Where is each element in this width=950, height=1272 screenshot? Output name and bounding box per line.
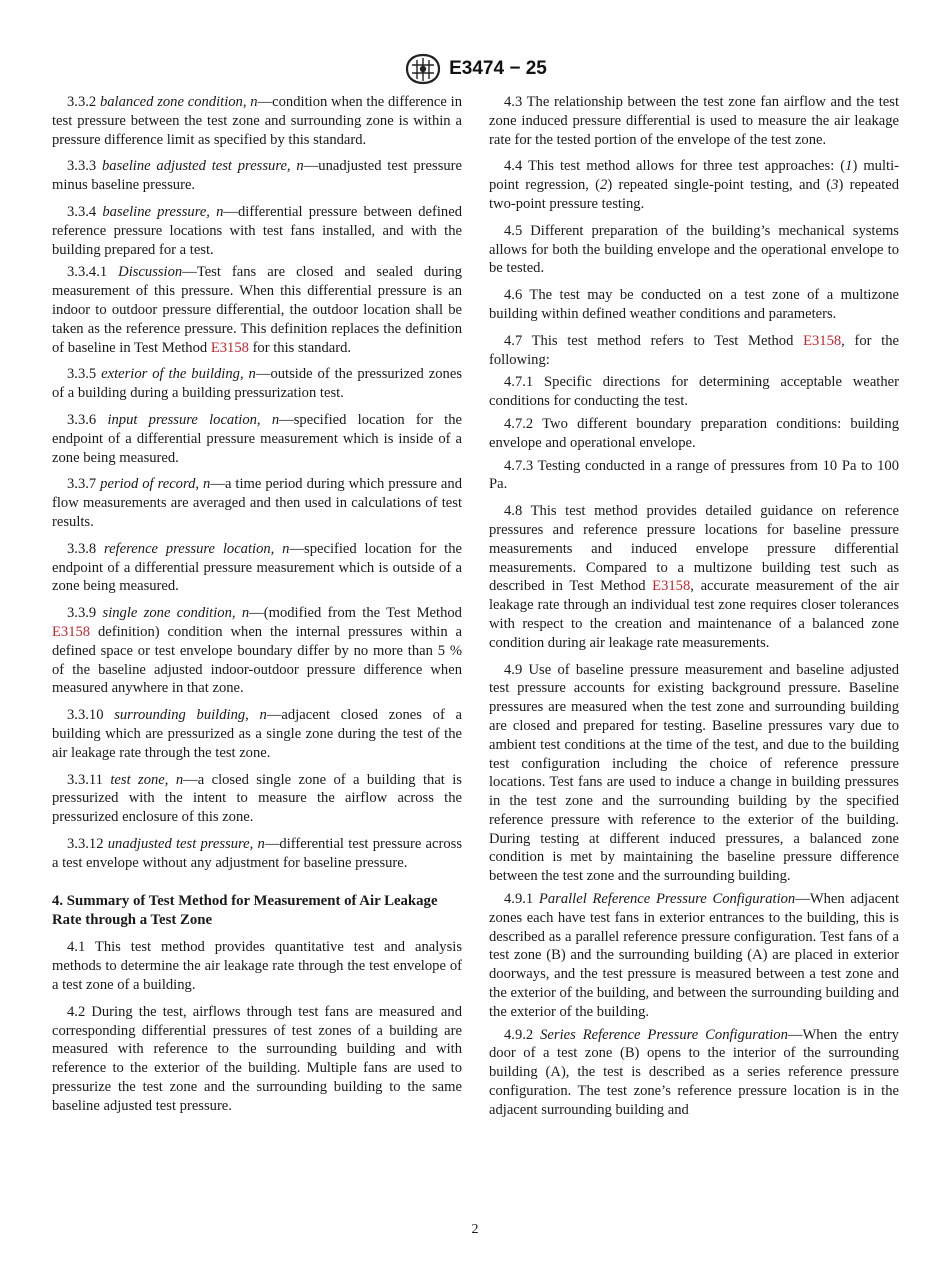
para-4-9-1: 4.9.1 Parallel Reference Pressure Configuration—When adjacent zones each have test fans in exterior entrances to the building, this is described as a parallel reference pressure configuration. Test fans of a test zone (B) and the surrounding building (A) are placed in exterior doorways, and the test pressure is measured between a test zone and the exterior of the building, and between the surrounding building and the exterior of the building. (489, 891, 900, 1020)
para-4-6: 4.6 The test may be conducted on a test zone of a multizone building within defined weather conditions and parameters. (489, 287, 899, 322)
def-3-3-5: 3.3.5 exterior of the building, n—outside of the pressurized zones of a building during a building pressurization test. (52, 366, 462, 402)
e3158-link[interactable]: E3158 (210, 339, 249, 356)
para-4-7-1: 4.7.1 Specific directions for determining acceptable weather conditions for conducting the test. (489, 374, 899, 410)
left-column (52, 93, 462, 1124)
def-3-3-7: 3.3.7 period of record, n—a time period during which pressure and flow measurements are averaged and then used in calculations of test results. (52, 476, 462, 530)
def-3-3-12: 3.3.12 unadjusted test pressure, n—differential test pressure across a test envelope without any adjustment for baseline pressure. (52, 835, 463, 871)
def-3-3-2: 3.3.2 balanced zone condition, n—condition when the difference in test pressure between the test zone and surrounding zone is within a pressure difference limit as specified by this standard. (52, 94, 462, 148)
e3158-link[interactable]: E3158 (652, 578, 691, 595)
page-number: 2 (471, 1222, 479, 1237)
para-4-7: 4.7 This test method refers to Test Method E3158, for the following: (489, 332, 899, 368)
para-4-2: 4.2 During the test, airflows through test fans are measured and corresponding differential pressures of test zones of a building are measured with reference to the surrounding building and with reference to the exterior of the building. Multiple fans are used to pressurize the test zone and the surrounding building to the same baseline adjusted test pressure. (52, 1003, 462, 1114)
e3158-link[interactable]: E3158 (52, 623, 91, 640)
para-4-7-3: 4.7.3 Testing conducted in a range of pressures from 10 Pa to 100 Pa. (489, 457, 899, 493)
para-4-7-2: 4.7.2 Two different boundary preparation conditions: building envelope and operational envelope. (489, 415, 899, 451)
standard-designation: E3474 − 25 (449, 58, 547, 79)
e3158-link[interactable]: E3158 (803, 332, 842, 349)
right-column (489, 93, 899, 1128)
section-4-title: 4. Summary of Test Method for Measurement of Air Leakage Rate through a Test Zone (52, 893, 438, 929)
def-3-3-11: 3.3.11 test zone, n—a closed single zone of a building that is pressurized with the intent to measure the airflow across the pressurized enclosure of this zone. (52, 771, 462, 826)
def-3-3-10: 3.3.10 surrounding building, n—adjacent closed zones of a building which are pressurized as a single zone during the test of the air leakage rate through the test zone. (52, 707, 462, 761)
para-4-3: 4.3 The relationship between the test zone fan airflow and the test zone induced pressure differential is used to measure the air leakage rate for the tested portion of the envelope of the test zone. (489, 94, 899, 148)
para-4-9: 4.9 Use of baseline pressure measurement and baseline adjusted test pressure accounts for existing background pressure. Baseline pressures are measured when the test zone and surrounding building are closed and prepared for testing. Baseline pressures vary due to ambient test conditions at the time of the test, and due to the building test configuration including the choice of reference pressure locations. Test fans are used to induce a change in building pressures in the test zone and the surrounding building by the specified reference pressure with reference to the exterior of the building. During testing at different induced pressures, a balanced zone condition is met by maintaining the baseline pressure difference between the test zone and the surrounding building. (489, 661, 899, 885)
discussion-3-3-4-1: 3.3.4.1 Discussion—Test fans are closed and sealed during measurement of this pressure. When this differential pressure is an indoor to outdoor pressure differential, the outdoor location shall be taken as the reference pressure. This definition replaces the definition of baseline in Test Method E3158 for this standard. (52, 264, 462, 356)
astm-logo (403, 52, 443, 86)
def-3-3-6: 3.3.6 input pressure location, n—specified location for the endpoint of a differential pressure measurement which is inside of a zone being measured. (52, 411, 462, 466)
para-4-8: 4.8 This test method provides detailed guidance on reference pressures and reference pressure locations for baseline pressure measurements and induced envelope pressure differential measurements. Compared to a multizone building test such as described in Test Method E3158, accurate measurement of the air leakage rate through an individual test zone requires closer tolerances with respect to the creation and maintenance of a balanced zone condition during air leakage rate measurements. (489, 503, 899, 651)
page-header (0, 52, 950, 86)
para-4-5: 4.5 Different preparation of the building’s mechanical systems allows for both the building envelope and the operational envelope to be tested. (489, 222, 899, 277)
def-3-3-3: 3.3.3 baseline adjusted test pressure, n—unadjusted test pressure minus baseline pressure. (52, 158, 463, 194)
para-4-1: 4.1 This test method provides quantitative test and analysis methods to determine the air leakage rate through the test envelope of a test zone of a building. (52, 939, 462, 994)
def-3-3-8: 3.3.8 reference pressure location, n—specified location for the endpoint of a differential pressure measurement which is outside of a zone being measured. (52, 540, 463, 595)
def-3-3-4: 3.3.4 baseline pressure, n—differential pressure between defined reference pressure locations with test fans installed, and with the building prepared for a test. (52, 203, 463, 258)
para-4-4: 4.4 This test method allows for three test approaches: (1) multi-point regression, (2) repeated single-point testing, and (3) repeated two-point pressure testing. (489, 158, 899, 212)
para-4-9-2: 4.9.2 Series Reference Pressure Configuration—When the entry door of a test zone (B) opens to the interior of the surrounding building (A), the test is described as a series reference pressure configuration. The test zone’s reference pressure location is in the adjacent surrounding building and (489, 1026, 899, 1118)
def-3-3-9: 3.3.9 single zone condition, n—(modified from the Test Method E3158 definition) condition when the internal pressures within a defined space or test envelope boundary differ by no more than 5 % of the baseline adjusted indoor-outdoor pressure difference when measured anywhere in that zone. (52, 605, 462, 697)
